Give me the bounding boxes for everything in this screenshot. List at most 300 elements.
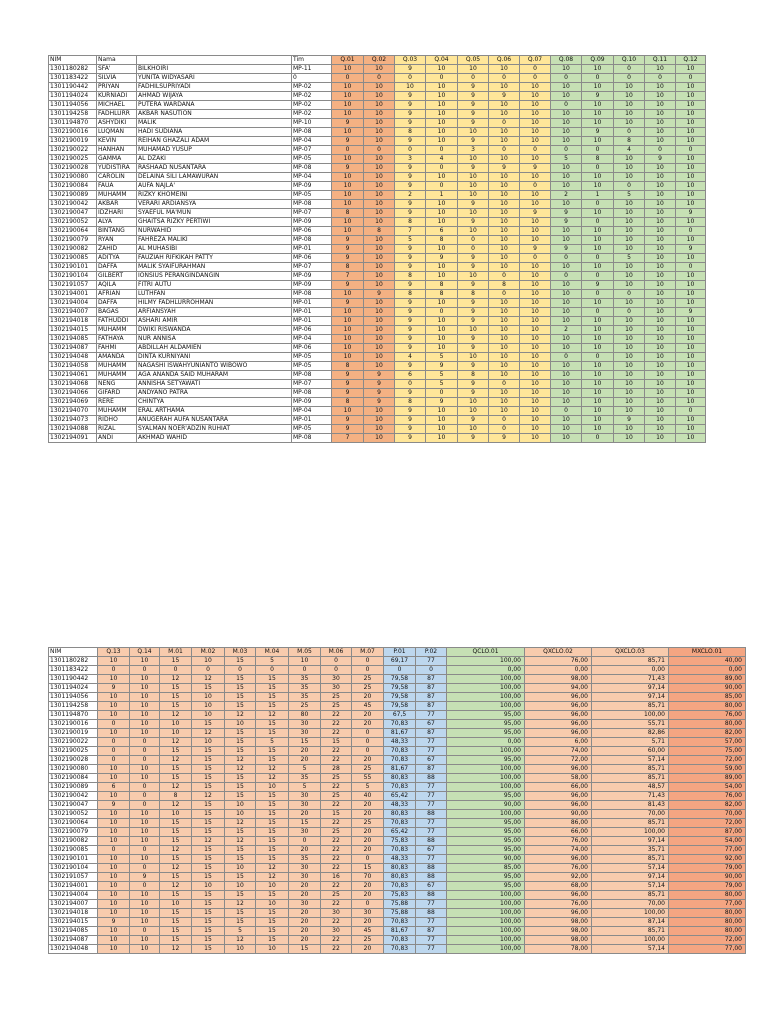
table-cell: 1302194001 bbox=[49, 882, 98, 891]
table-cell: 8 bbox=[395, 290, 426, 299]
column-header: QXCLO.03 bbox=[592, 648, 669, 657]
table-cell: 4 bbox=[426, 155, 458, 164]
table-cell: 10 bbox=[551, 299, 582, 308]
table-cell: 10 bbox=[458, 128, 489, 137]
table-cell: 9 bbox=[458, 281, 489, 290]
table-cell: 0 bbox=[582, 434, 614, 443]
table-cell: 10 bbox=[676, 182, 706, 191]
table-cell: 65,42 bbox=[384, 828, 416, 837]
table1-header-row bbox=[49, 56, 706, 65]
table-cell: 10 bbox=[582, 326, 614, 335]
table-cell: 10 bbox=[676, 254, 706, 263]
table-cell: 10 bbox=[614, 407, 645, 416]
table-cell: 20 bbox=[352, 801, 384, 810]
table-cell: 10 bbox=[489, 200, 520, 209]
table-cell: 87 bbox=[416, 729, 447, 738]
table-cell: 10 bbox=[582, 227, 614, 236]
table-cell: 76,00 bbox=[669, 792, 746, 801]
table-cell: 10 bbox=[489, 173, 520, 182]
table-cell: 7 bbox=[332, 434, 364, 443]
table-cell: 10 bbox=[614, 92, 645, 101]
table-cell: 10 bbox=[160, 900, 192, 909]
table-cell: 15 bbox=[225, 729, 256, 738]
table-cell: 10 bbox=[98, 729, 130, 738]
table-cell: 95,00 bbox=[447, 846, 525, 855]
table-cell: 22 bbox=[321, 747, 352, 756]
table-cell: 15 bbox=[192, 747, 225, 756]
table-cell: 77 bbox=[416, 747, 447, 756]
table-cell: 9 bbox=[364, 290, 395, 299]
table-cell: 15 bbox=[160, 684, 192, 693]
table-cell: 75,88 bbox=[384, 909, 416, 918]
table-cell: 10 bbox=[551, 416, 582, 425]
table-cell: 1301194056 bbox=[49, 101, 97, 110]
table-cell: 0 bbox=[582, 308, 614, 317]
table-cell: 89,00 bbox=[669, 774, 746, 783]
table-cell: 10 bbox=[130, 855, 160, 864]
table-cell: NAGASHI ISWAHYUNIANTO WIBOWO bbox=[137, 362, 292, 371]
table-cell: 10 bbox=[645, 434, 676, 443]
table-cell: 0 bbox=[489, 290, 520, 299]
table-cell: 9 bbox=[458, 434, 489, 443]
table-cell: 0 bbox=[416, 666, 447, 675]
table-cell: 3 bbox=[395, 155, 426, 164]
table-cell: 9 bbox=[395, 92, 426, 101]
table-row bbox=[49, 747, 746, 756]
table-cell: 79,58 bbox=[384, 693, 416, 702]
table-cell: BILKHOIRI bbox=[137, 65, 292, 74]
table-cell: 10 bbox=[520, 344, 551, 353]
table-row bbox=[49, 855, 746, 864]
table-row bbox=[49, 702, 746, 711]
table-cell: 10 bbox=[582, 245, 614, 254]
table-cell: 88 bbox=[416, 837, 447, 846]
table-cell: 87,14 bbox=[592, 918, 669, 927]
table-cell: MP-07 bbox=[292, 146, 332, 155]
table-cell: 77 bbox=[416, 657, 447, 666]
table-cell: CAROLIN bbox=[97, 173, 137, 182]
table-cell: MP-02 bbox=[292, 83, 332, 92]
table-cell: 9 bbox=[458, 344, 489, 353]
table-cell: 10 bbox=[645, 380, 676, 389]
table-cell: 10 bbox=[520, 128, 551, 137]
table-cell: 95,00 bbox=[447, 873, 525, 882]
table-cell: 10 bbox=[520, 380, 551, 389]
table-row bbox=[49, 119, 706, 128]
table-cell: 15 bbox=[256, 684, 289, 693]
table-cell: 0 bbox=[292, 74, 332, 83]
table-cell: 22 bbox=[321, 945, 352, 954]
table-cell: 10 bbox=[364, 137, 395, 146]
table-cell: 77 bbox=[416, 819, 447, 828]
table-cell: 0 bbox=[614, 182, 645, 191]
table-cell: 12 bbox=[192, 792, 225, 801]
table-cell: 9 bbox=[395, 362, 426, 371]
table-cell: 10 bbox=[645, 128, 676, 137]
table-cell: 6 bbox=[426, 227, 458, 236]
table-cell: MP-02 bbox=[292, 101, 332, 110]
table-cell: 10 bbox=[489, 398, 520, 407]
table-cell: CHINTYA bbox=[137, 398, 292, 407]
table-cell: MP-08 bbox=[292, 164, 332, 173]
table-row bbox=[49, 74, 706, 83]
table-cell: 9 bbox=[458, 110, 489, 119]
table-cell: 1302194004 bbox=[49, 891, 98, 900]
table-cell: 10 bbox=[395, 83, 426, 92]
table-cell: 72,00 bbox=[669, 819, 746, 828]
table-cell: 1302194048 bbox=[49, 353, 97, 362]
table-cell: 30 bbox=[289, 828, 321, 837]
table-cell: 10 bbox=[225, 864, 256, 873]
table-cell: 1302190042 bbox=[49, 792, 98, 801]
table-cell: 10 bbox=[130, 684, 160, 693]
table-cell: 0 bbox=[130, 882, 160, 891]
table-cell: 0 bbox=[676, 263, 706, 272]
table-cell: 10 bbox=[582, 236, 614, 245]
table-cell: 100,00 bbox=[447, 765, 525, 774]
table-cell: 9 bbox=[364, 389, 395, 398]
table-cell: 48,57 bbox=[592, 783, 669, 792]
table-cell: 10 bbox=[364, 407, 395, 416]
table-cell: 9 bbox=[395, 434, 426, 443]
table-cell: 9 bbox=[130, 873, 160, 882]
table-cell: 70,83 bbox=[384, 747, 416, 756]
table-cell: 10 bbox=[426, 434, 458, 443]
table-cell: 1302194091 bbox=[49, 434, 97, 443]
table-cell: 30 bbox=[321, 684, 352, 693]
table-cell: 8 bbox=[582, 155, 614, 164]
table-cell: 10 bbox=[364, 344, 395, 353]
table-cell: 100,00 bbox=[447, 918, 525, 927]
table-cell: FAHREZA MALIKI bbox=[137, 236, 292, 245]
table-cell: 10 bbox=[98, 891, 130, 900]
table-cell: 1302194070 bbox=[49, 407, 97, 416]
table-cell: 10 bbox=[551, 371, 582, 380]
table-cell: 10 bbox=[645, 335, 676, 344]
table-cell: 15 bbox=[256, 837, 289, 846]
table-cell: FADHILSUPRIYADI bbox=[137, 83, 292, 92]
table-cell: 9 bbox=[395, 299, 426, 308]
table-cell: 15 bbox=[256, 810, 289, 819]
table-cell: 0 bbox=[582, 200, 614, 209]
table-cell: 10 bbox=[256, 945, 289, 954]
table-cell: 0 bbox=[364, 146, 395, 155]
table-cell: 15 bbox=[160, 873, 192, 882]
table-cell: 10 bbox=[582, 398, 614, 407]
table-cell: 81,67 bbox=[384, 927, 416, 936]
table-cell: 8 bbox=[160, 792, 192, 801]
table-cell: 9 bbox=[332, 371, 364, 380]
table-cell: 10 bbox=[98, 819, 130, 828]
table-row bbox=[49, 425, 706, 434]
table-cell: 10 bbox=[645, 182, 676, 191]
table-row bbox=[49, 756, 746, 765]
table-cell: 98,00 bbox=[525, 918, 592, 927]
table-cell: 16 bbox=[321, 873, 352, 882]
table-cell: 7 bbox=[332, 272, 364, 281]
table-cell: 0 bbox=[520, 146, 551, 155]
table-cell: 96,00 bbox=[525, 909, 592, 918]
table-cell: 9 bbox=[520, 164, 551, 173]
table-cell: 10 bbox=[582, 65, 614, 74]
table-row bbox=[49, 200, 706, 209]
table-cell: 1302190052 bbox=[49, 218, 97, 227]
table-cell: 10 bbox=[98, 675, 130, 684]
table-cell: 10 bbox=[614, 335, 645, 344]
table-cell: 1302190019 bbox=[49, 137, 97, 146]
table-cell: 100,00 bbox=[447, 774, 525, 783]
table-cell: 15 bbox=[192, 909, 225, 918]
table-cell: 10 bbox=[582, 119, 614, 128]
table-cell: MP-05 bbox=[292, 425, 332, 434]
table-cell: 25 bbox=[321, 774, 352, 783]
table-cell: 70,83 bbox=[384, 936, 416, 945]
table-cell: 0 bbox=[395, 146, 426, 155]
table-cell: 5 bbox=[426, 380, 458, 389]
table-cell: FITRI AUTU bbox=[137, 281, 292, 290]
table-cell: 9 bbox=[426, 398, 458, 407]
table-cell: 9 bbox=[395, 416, 426, 425]
table-cell: 75,88 bbox=[384, 900, 416, 909]
table-cell: 10 bbox=[676, 434, 706, 443]
table-cell: 1302190085 bbox=[49, 254, 97, 263]
table-cell: 10 bbox=[551, 137, 582, 146]
table-cell: 82,00 bbox=[669, 729, 746, 738]
table-cell: 1302194004 bbox=[49, 299, 97, 308]
table-cell: 9 bbox=[458, 92, 489, 101]
column-header: Q.13 bbox=[98, 648, 130, 657]
table-cell: 96,00 bbox=[525, 792, 592, 801]
table-cell: 45 bbox=[352, 702, 384, 711]
table-cell: 10 bbox=[364, 65, 395, 74]
table-cell: 10 bbox=[332, 335, 364, 344]
table-cell: 10 bbox=[458, 398, 489, 407]
table-cell: 10 bbox=[614, 281, 645, 290]
table-cell: GAMMA bbox=[97, 155, 137, 164]
table-cell: 10 bbox=[489, 128, 520, 137]
table-cell: ANUGERAH AUFA NUSANTARA bbox=[137, 416, 292, 425]
table-cell: 10 bbox=[364, 335, 395, 344]
table-cell: 25 bbox=[321, 792, 352, 801]
table-cell: 9 bbox=[458, 299, 489, 308]
table-row bbox=[49, 738, 746, 747]
table-cell: 9 bbox=[614, 416, 645, 425]
table-cell: MALIK SYAIFURAHMAN bbox=[137, 263, 292, 272]
table-cell: FAHMI bbox=[97, 344, 137, 353]
table-cell: 9 bbox=[458, 362, 489, 371]
table-cell: MP-10 bbox=[292, 119, 332, 128]
table-cell: 10 bbox=[520, 137, 551, 146]
table-cell: 10 bbox=[364, 110, 395, 119]
table-cell: 1302190064 bbox=[49, 819, 98, 828]
table-cell: 10 bbox=[332, 83, 364, 92]
table-cell: ASHARI AMIR bbox=[137, 317, 292, 326]
table-cell: 100,00 bbox=[447, 675, 525, 684]
table-cell: 10 bbox=[364, 155, 395, 164]
table-cell: MP-01 bbox=[292, 308, 332, 317]
table-cell: 10 bbox=[332, 353, 364, 362]
table-cell: 10 bbox=[426, 335, 458, 344]
table-cell: 15 bbox=[289, 819, 321, 828]
table-cell: 1302194068 bbox=[49, 380, 97, 389]
table-cell: 15 bbox=[192, 900, 225, 909]
table-cell: 95,00 bbox=[447, 729, 525, 738]
table-cell: 10 bbox=[192, 702, 225, 711]
table-cell: 20 bbox=[289, 846, 321, 855]
table-cell: 35 bbox=[289, 675, 321, 684]
table-cell: 10 bbox=[489, 137, 520, 146]
table-cell: 25 bbox=[321, 702, 352, 711]
table-cell: 96,00 bbox=[525, 801, 592, 810]
table-cell: MP-06 bbox=[292, 254, 332, 263]
table-cell: 95,00 bbox=[447, 819, 525, 828]
table-row bbox=[49, 92, 706, 101]
table-cell: 10 bbox=[364, 245, 395, 254]
column-header: M.03 bbox=[225, 648, 256, 657]
table-cell: 9 bbox=[332, 164, 364, 173]
table-cell: 90,00 bbox=[447, 801, 525, 810]
table-cell: 10 bbox=[426, 416, 458, 425]
table-cell: MP-01 bbox=[292, 317, 332, 326]
table-cell: 10 bbox=[489, 317, 520, 326]
table-cell: 0 bbox=[520, 182, 551, 191]
table-cell: 79,58 bbox=[384, 675, 416, 684]
table-cell: MP-09 bbox=[292, 281, 332, 290]
table-cell: 10 bbox=[426, 128, 458, 137]
column-header: Q.09 bbox=[582, 56, 614, 65]
table-cell: 15 bbox=[192, 720, 225, 729]
table-cell: 10 bbox=[520, 317, 551, 326]
table-cell: 70,00 bbox=[592, 810, 669, 819]
table-cell: 67 bbox=[416, 882, 447, 891]
column-header: Nama bbox=[97, 56, 137, 65]
table-cell: 1302194087 bbox=[49, 344, 97, 353]
table-cell: 10 bbox=[489, 191, 520, 200]
table-cell: 15 bbox=[225, 828, 256, 837]
table-cell: MP-06 bbox=[292, 227, 332, 236]
table-cell: 10 bbox=[98, 810, 130, 819]
table-cell: 15 bbox=[160, 936, 192, 945]
table-cell: 5 bbox=[551, 155, 582, 164]
table-cell: 10 bbox=[676, 380, 706, 389]
table-cell: 15 bbox=[192, 945, 225, 954]
table-cell: 1302191057 bbox=[49, 873, 98, 882]
table-cell: 10 bbox=[332, 218, 364, 227]
table-cell: 81,67 bbox=[384, 729, 416, 738]
table-cell: 10 bbox=[98, 927, 130, 936]
table-cell: 10 bbox=[130, 711, 160, 720]
table-row bbox=[49, 344, 706, 353]
table-cell: 30 bbox=[289, 792, 321, 801]
table-cell: 79,00 bbox=[669, 864, 746, 873]
table-cell: 1302190025 bbox=[49, 747, 98, 756]
table-cell: 12 bbox=[160, 882, 192, 891]
table-cell: 10 bbox=[520, 236, 551, 245]
table-cell: 1302190104 bbox=[49, 864, 98, 873]
column-header: M.06 bbox=[321, 648, 352, 657]
table-cell: MP-04 bbox=[292, 407, 332, 416]
table-cell: 79,00 bbox=[669, 882, 746, 891]
table-row bbox=[49, 657, 746, 666]
table-cell: 22 bbox=[321, 756, 352, 765]
table-cell: 10 bbox=[645, 119, 676, 128]
table-cell: 10 bbox=[645, 110, 676, 119]
table-cell: 1302194085 bbox=[49, 335, 97, 344]
table-cell: 10 bbox=[582, 344, 614, 353]
table-cell: 15 bbox=[256, 819, 289, 828]
table-cell: 0 bbox=[614, 290, 645, 299]
table-cell: 9 bbox=[98, 684, 130, 693]
table-cell: BINTANG bbox=[97, 227, 137, 236]
table-cell: 15 bbox=[160, 837, 192, 846]
table-cell: 30 bbox=[289, 864, 321, 873]
table-cell: 48,33 bbox=[384, 801, 416, 810]
table-cell: 0 bbox=[130, 756, 160, 765]
table-cell: 10 bbox=[645, 272, 676, 281]
table-cell: 74,00 bbox=[525, 846, 592, 855]
table-cell: 3 bbox=[458, 146, 489, 155]
table-cell: 10 bbox=[520, 389, 551, 398]
table-cell: 20 bbox=[352, 918, 384, 927]
table-cell: 9 bbox=[395, 344, 426, 353]
table-row bbox=[49, 828, 746, 837]
table-cell: 10 bbox=[676, 164, 706, 173]
table-cell: 10 bbox=[426, 245, 458, 254]
table-cell: MP-07 bbox=[292, 263, 332, 272]
table-cell: 95,00 bbox=[447, 828, 525, 837]
column-header: Q.08 bbox=[551, 56, 582, 65]
table-cell: 10 bbox=[614, 398, 645, 407]
table-cell: 0 bbox=[551, 74, 582, 83]
table-cell: 100,00 bbox=[592, 909, 669, 918]
table-cell: 0 bbox=[352, 855, 384, 864]
table-cell: 35 bbox=[289, 774, 321, 783]
table-cell: 10 bbox=[489, 389, 520, 398]
table-cell: 10 bbox=[98, 936, 130, 945]
table-cell: 10 bbox=[332, 155, 364, 164]
table-cell: 10 bbox=[645, 209, 676, 218]
table-cell: SILVIA bbox=[97, 74, 137, 83]
table-cell: 80,00 bbox=[669, 909, 746, 918]
table-cell: 12 bbox=[160, 711, 192, 720]
table-cell: 0 bbox=[98, 846, 130, 855]
table-cell: 10 bbox=[520, 191, 551, 200]
table-cell: 10 bbox=[192, 693, 225, 702]
table-cell: REIHAN GHAZALI ADAM bbox=[137, 137, 292, 146]
table-cell: 25 bbox=[321, 693, 352, 702]
table-cell: 10 bbox=[645, 362, 676, 371]
table-cell: 10 bbox=[551, 263, 582, 272]
table-cell: 10 bbox=[130, 819, 160, 828]
table-cell: 8 bbox=[395, 218, 426, 227]
table-cell: 70,83 bbox=[384, 882, 416, 891]
table-cell: 15 bbox=[192, 774, 225, 783]
table-cell: 0 bbox=[332, 146, 364, 155]
column-header: Q.12 bbox=[676, 56, 706, 65]
table-cell: 90,00 bbox=[525, 810, 592, 819]
table-cell: 12 bbox=[225, 837, 256, 846]
table-cell: 10 bbox=[676, 83, 706, 92]
table-cell: 20 bbox=[352, 693, 384, 702]
table-row bbox=[49, 182, 706, 191]
table-cell: 77 bbox=[416, 855, 447, 864]
table-cell: 15 bbox=[256, 720, 289, 729]
table-cell: 0 bbox=[130, 666, 160, 675]
table-cell: 10 bbox=[364, 353, 395, 362]
table-cell: RIDHO bbox=[97, 416, 137, 425]
table-cell: 15 bbox=[225, 873, 256, 882]
table-cell: 22 bbox=[321, 819, 352, 828]
